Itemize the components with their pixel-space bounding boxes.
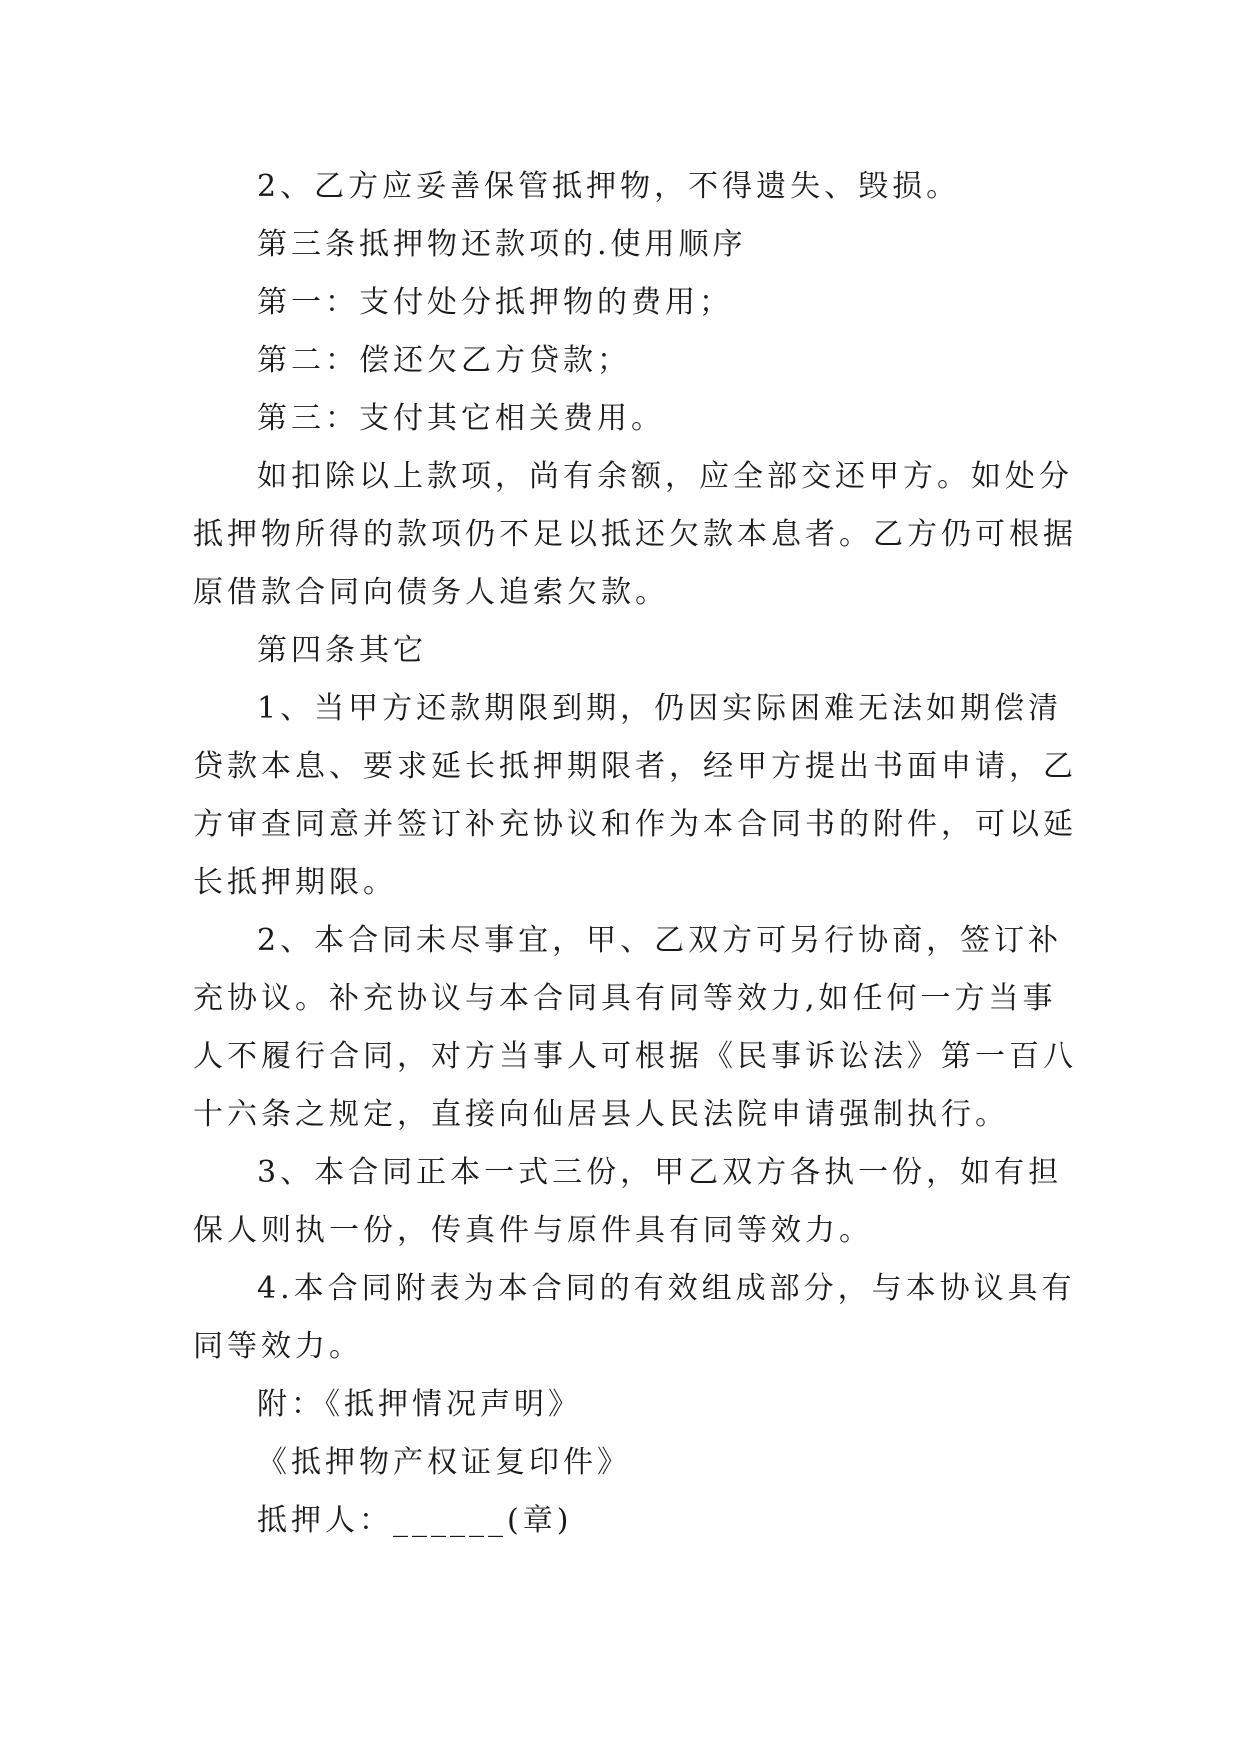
text-line: 2、乙方应妥善保管抵押物，不得遗失、毁损。 <box>257 169 961 204</box>
text-line: 2、本合同未尽事宜，甲、乙双方可另行协商，签订补 <box>257 923 1063 958</box>
text-line: 第三：支付其它相关费用。 <box>257 401 665 436</box>
text-line: 1、当甲方还款期限到期，仍因实际困难无法如期偿清 <box>257 691 1063 726</box>
text-line: 十六条之规定，直接向仙居县人民法院申请强制执行。 <box>193 1097 1009 1132</box>
text-line: 原借款合同向债务人追索欠款。 <box>193 575 669 610</box>
document-body <box>193 158 1077 1550</box>
text-line: 第一：支付处分抵押物的费用； <box>257 285 733 320</box>
paragraph <box>193 274 1048 332</box>
text-line: 附：《抵押情况声明》 <box>257 1387 582 1422</box>
paragraph <box>193 216 1048 274</box>
paragraph <box>193 1434 1048 1492</box>
text-line: 抵押物所得的款项仍不足以抵还欠款本息者。乙方仍可根据 <box>193 517 1077 552</box>
paragraph <box>193 332 1048 390</box>
paragraph <box>193 1144 1063 1260</box>
text-line: 《抵押物产权证复印件》 <box>257 1445 631 1480</box>
text-line: 第二：偿还欠乙方贷款； <box>257 343 631 378</box>
paragraph <box>193 158 1048 216</box>
text-line: 贷款本息、要求延长抵押期限者，经甲方提出书面申请，乙 <box>193 749 1077 784</box>
text-line: 人不履行合同，对方当事人可根据《民事诉讼法》第一百八 <box>193 1039 1077 1074</box>
paragraph <box>193 448 1077 622</box>
text-line: 第三条抵押物还款项的.使用顺序 <box>257 227 747 262</box>
text-line: 长抵押期限。 <box>193 865 397 900</box>
paragraph <box>193 390 1048 448</box>
text-line: 如扣除以上款项，尚有余额，应全部交还甲方。如处分 <box>257 459 1073 494</box>
text-line: 充协议。补充协议与本合同具有同等效力,如任何一方当事 <box>193 981 1057 1016</box>
paragraph <box>193 680 1077 912</box>
paragraph <box>193 912 1077 1144</box>
text-line: 保人则执一份，传真件与原件具有同等效力。 <box>193 1213 873 1248</box>
text-line: 方审查同意并签订补充协议和作为本合同书的附件，可以延 <box>193 807 1077 842</box>
text-line: 同等效力。 <box>193 1329 363 1364</box>
paragraph <box>193 1376 1048 1434</box>
text-line: 第四条其它 <box>257 633 427 668</box>
text-line: 4.本合同附表为本合同的有效组成部分，与本协议具有 <box>257 1271 1076 1306</box>
paragraph <box>193 1260 1076 1376</box>
text-line: 3、本合同正本一式三份，甲乙双方各执一份，如有担 <box>257 1155 1063 1190</box>
paragraph <box>193 1492 1048 1550</box>
paragraph <box>193 622 1048 680</box>
text-line: 抵押人：______(章) <box>257 1503 573 1538</box>
